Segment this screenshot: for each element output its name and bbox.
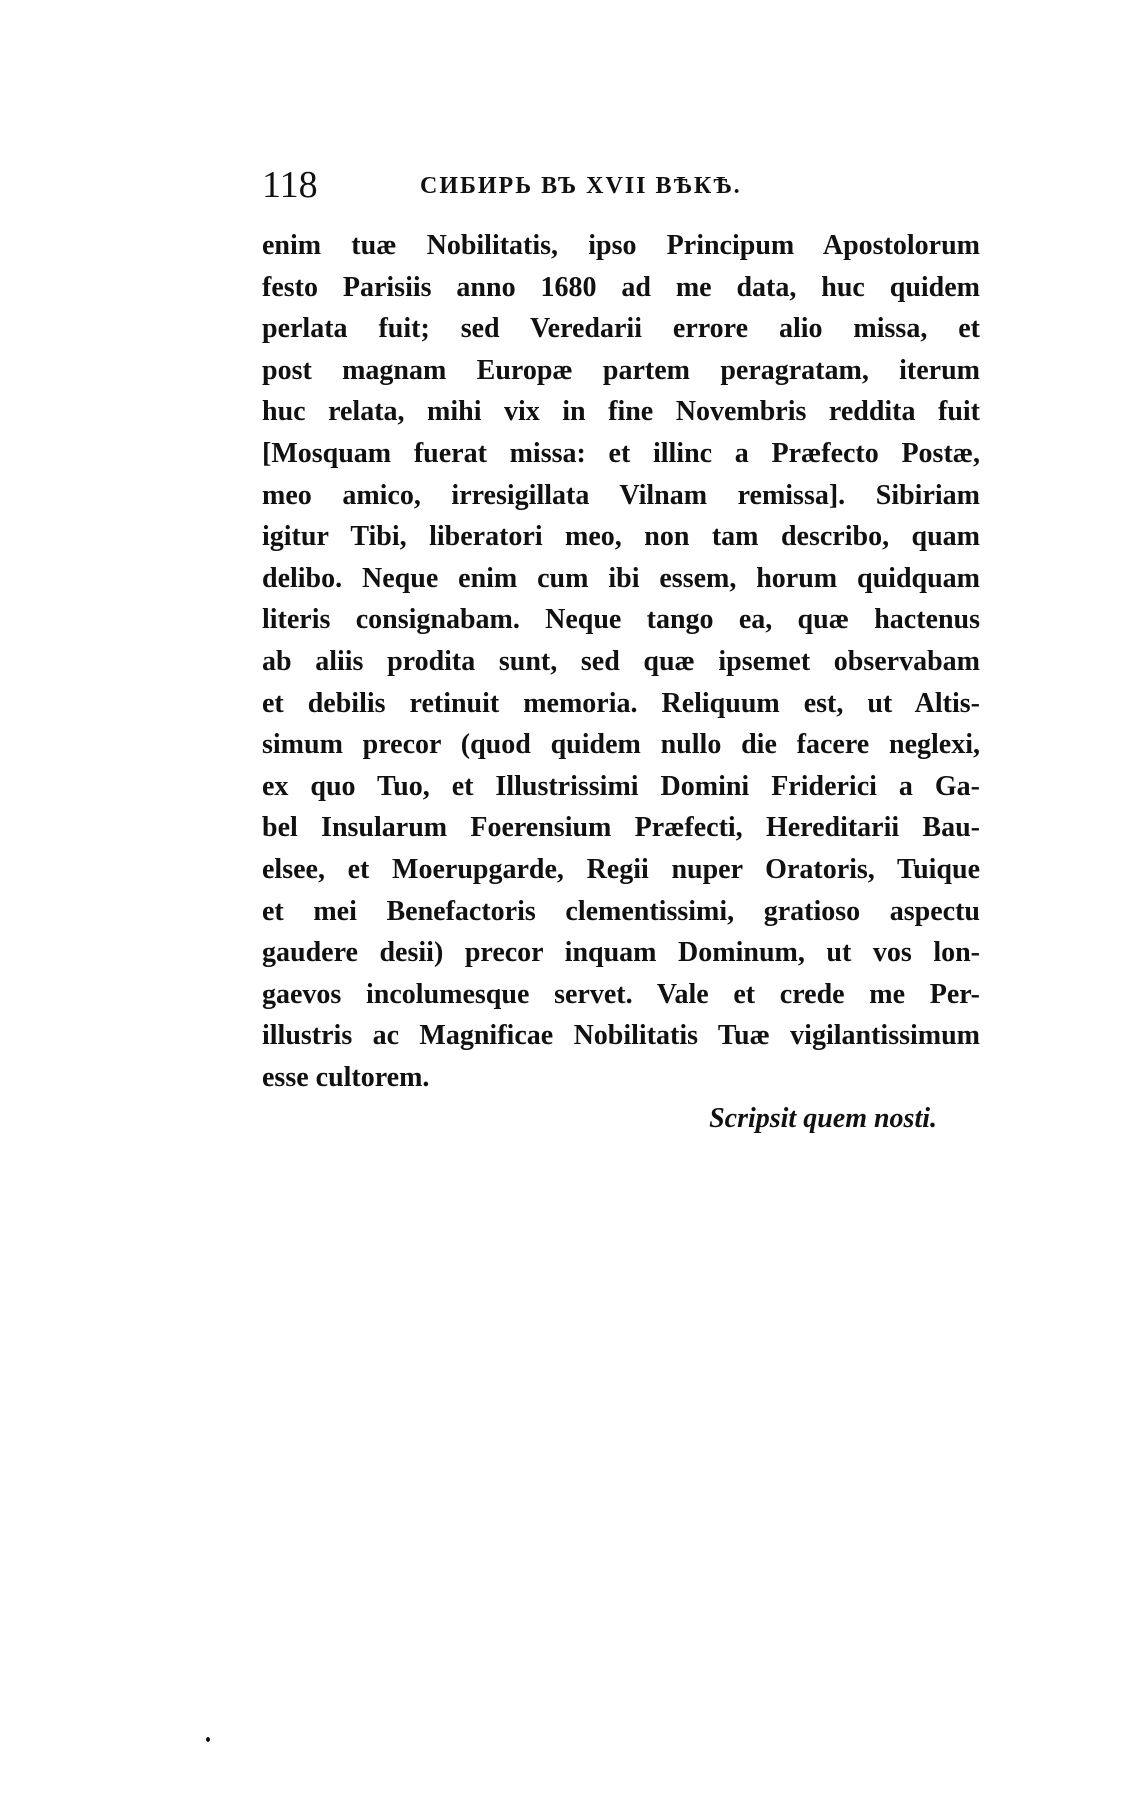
signature: Scripsit quem nosti. — [709, 1103, 937, 1134]
text-line: bel Insularum Foerensium Præfecti, Hereditarii Bau- — [262, 812, 980, 844]
text-line: literis consignabam. Neque tango ea, quæ hactenus — [262, 604, 980, 636]
text-line: meo amico, irresigillata Vilnam remissa]. Sibiriam — [262, 479, 980, 511]
text-line: elsee, et Moerupgarde, Regii nuper Oratoris, Tuique — [262, 853, 980, 885]
text-line: et mei Benefactoris clementissimi, gratioso aspectu — [262, 895, 980, 927]
text-line: huc relata, mihi vix in fine Novembris reddita fuit — [262, 396, 980, 428]
text-line: festo Parisiis anno 1680 ad me data, huc quidem — [262, 271, 980, 303]
body-text — [262, 225, 980, 1098]
text-line: ex quo Tuo, et Illustrissimi Domini Friderici a Ga- — [262, 770, 980, 802]
text-line: igitur Tibi, liberatori meo, non tam describo, quam — [262, 521, 980, 553]
text-line: gaudere desii) precor inquam Dominum, ut vos lon- — [262, 937, 980, 969]
text-line: [Mosquam fuerat missa: et illinc a Præfecto Postæ, — [262, 437, 980, 469]
running-header — [262, 160, 980, 210]
text-line: delibo. Neque enim cum ibi essem, horum quidquam — [262, 562, 980, 594]
text-line: ab aliis prodita sunt, sed quæ ipsemet observabam — [262, 645, 980, 677]
text-line: esse cultorem. — [262, 1061, 430, 1093]
text-line: illustris ac Magnificae Nobilitatis Tuæ vigilantissimum — [262, 1020, 980, 1052]
text-line: et debilis retinuit memoria. Reliquum est, ut Altis- — [262, 687, 980, 719]
text-line: perlata fuit; sed Veredarii errore alio missa, et — [262, 313, 980, 345]
text-line: gaevos incolumesque servet. Vale et crede me Per- — [262, 978, 980, 1010]
text-line: simum precor (quod quidem nullo die facere neglexi, — [262, 729, 980, 761]
page-number: 118 — [262, 164, 318, 206]
ink-speck — [206, 1737, 210, 1742]
text-line: enim tuæ Nobilitatis, ipso Principum Apostolorum — [262, 230, 980, 261]
text-line: post magnam Europæ partem peragratam, iterum — [262, 354, 980, 386]
running-title: СИБИРЬ ВЪ XVII ВѢКѢ. — [420, 173, 742, 199]
